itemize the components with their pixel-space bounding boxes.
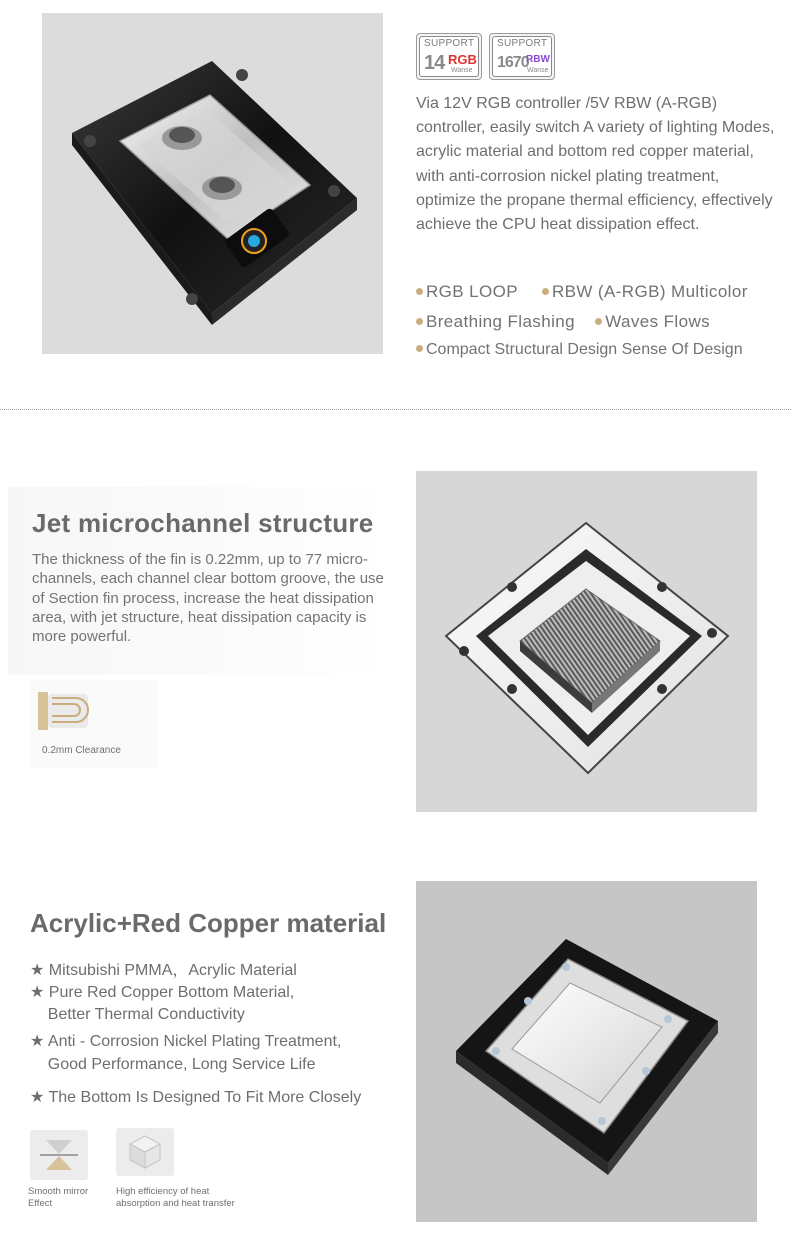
badge-support-label: SUPPORT (424, 38, 475, 49)
rgb-support-badge (416, 33, 482, 80)
badge-sub-label: Wanse (451, 67, 473, 74)
clearance-caption: 0.2mm Clearance (42, 745, 121, 756)
acrylic-section-title: Acrylic+Red Copper material (30, 908, 387, 938)
badge-sub-label: Wanse (527, 67, 549, 74)
feature-item: RBW (A-RGB) Multicolor (551, 282, 748, 301)
section-divider (0, 409, 791, 410)
product-photo-bottom (416, 881, 757, 1222)
cube-heat-icon (116, 1128, 174, 1176)
support-badges (416, 33, 555, 80)
intro-paragraph: Via 12V RGB controller /5V RBW (A-RGB) controller, easily switch A variety of lighting Modes, acrylic material and bottom red copper material, with anti-corrosion nickel plating treatment, optimize the propane thermal efficiency, effectively achieve the CPU heat dissipation effect. (416, 95, 775, 234)
acrylic-feature-line: ★ Anti - Corrosion Nickel Plating Treatment, (30, 1033, 342, 1050)
acrylic-feature-line: Good Performance, Long Service Life (30, 1056, 316, 1073)
bullet-dot-icon (416, 345, 423, 352)
water-block-top-illustration (42, 13, 383, 354)
feature-item: Waves Flows (605, 312, 711, 331)
microchannel-fins-illustration (416, 471, 757, 812)
badge-support-label: SUPPORT (497, 38, 548, 49)
caption-line: High efficiency of heat (116, 1186, 210, 1197)
feature-item: Compact Structural Design Sense Of Design (426, 341, 743, 358)
badge-number: 14 (424, 52, 445, 74)
product-photo-fins (416, 471, 757, 812)
fin-clearance-icon (36, 688, 90, 734)
feature-item: RGB LOOP (426, 282, 518, 301)
feature-row-3 (416, 341, 743, 359)
copper-bottom-illustration (416, 881, 757, 1222)
feature-item: Breathing Flashing (426, 312, 575, 331)
product-photo-top (42, 13, 383, 354)
badge-rbw-label: RBW (526, 54, 550, 65)
bullet-dot-icon (416, 318, 423, 325)
jet-section-title: Jet microchannel structure (32, 508, 374, 538)
bullet-dot-icon (595, 318, 602, 325)
caption-line: absorption and heat transfer (116, 1198, 235, 1209)
heat-transfer-caption (116, 1186, 235, 1210)
jet-section-body: The thickness of the fin is 0.22mm, up to 77 micro-channels, each channel clear bottom groove, the use of Section fin process, increase the heat dissipation area, with jet structure, heat dissipation capacity is more powerful. (32, 551, 384, 646)
badge-rgb-label (448, 52, 477, 67)
caption-line: Effect (28, 1198, 53, 1209)
acrylic-feature-line: ★ The Bottom Is Designed To Fit More Closely (30, 1089, 362, 1106)
acrylic-feature-line: ★ Pure Red Copper Bottom Material, (30, 984, 295, 1001)
bullet-dot-icon (542, 288, 549, 295)
badge-number: 1670 (497, 54, 529, 71)
rgb-label-text: RGB (448, 52, 477, 67)
caption-line: Smooth mirror (28, 1186, 89, 1197)
feature-row-1 (416, 282, 748, 302)
acrylic-feature-line: Better Thermal Conductivity (30, 1006, 245, 1023)
feature-row-2 (416, 312, 710, 332)
acrylic-feature-line: ★ Mitsubishi PMMA，Acrylic Material (30, 962, 297, 979)
mirror-effect-caption (28, 1186, 88, 1210)
mirror-effect-tile (30, 1130, 88, 1180)
mirror-surface-icon (30, 1130, 88, 1180)
rbw-support-badge (489, 33, 555, 80)
bullet-dot-icon (416, 288, 423, 295)
heat-transfer-tile (116, 1128, 174, 1176)
